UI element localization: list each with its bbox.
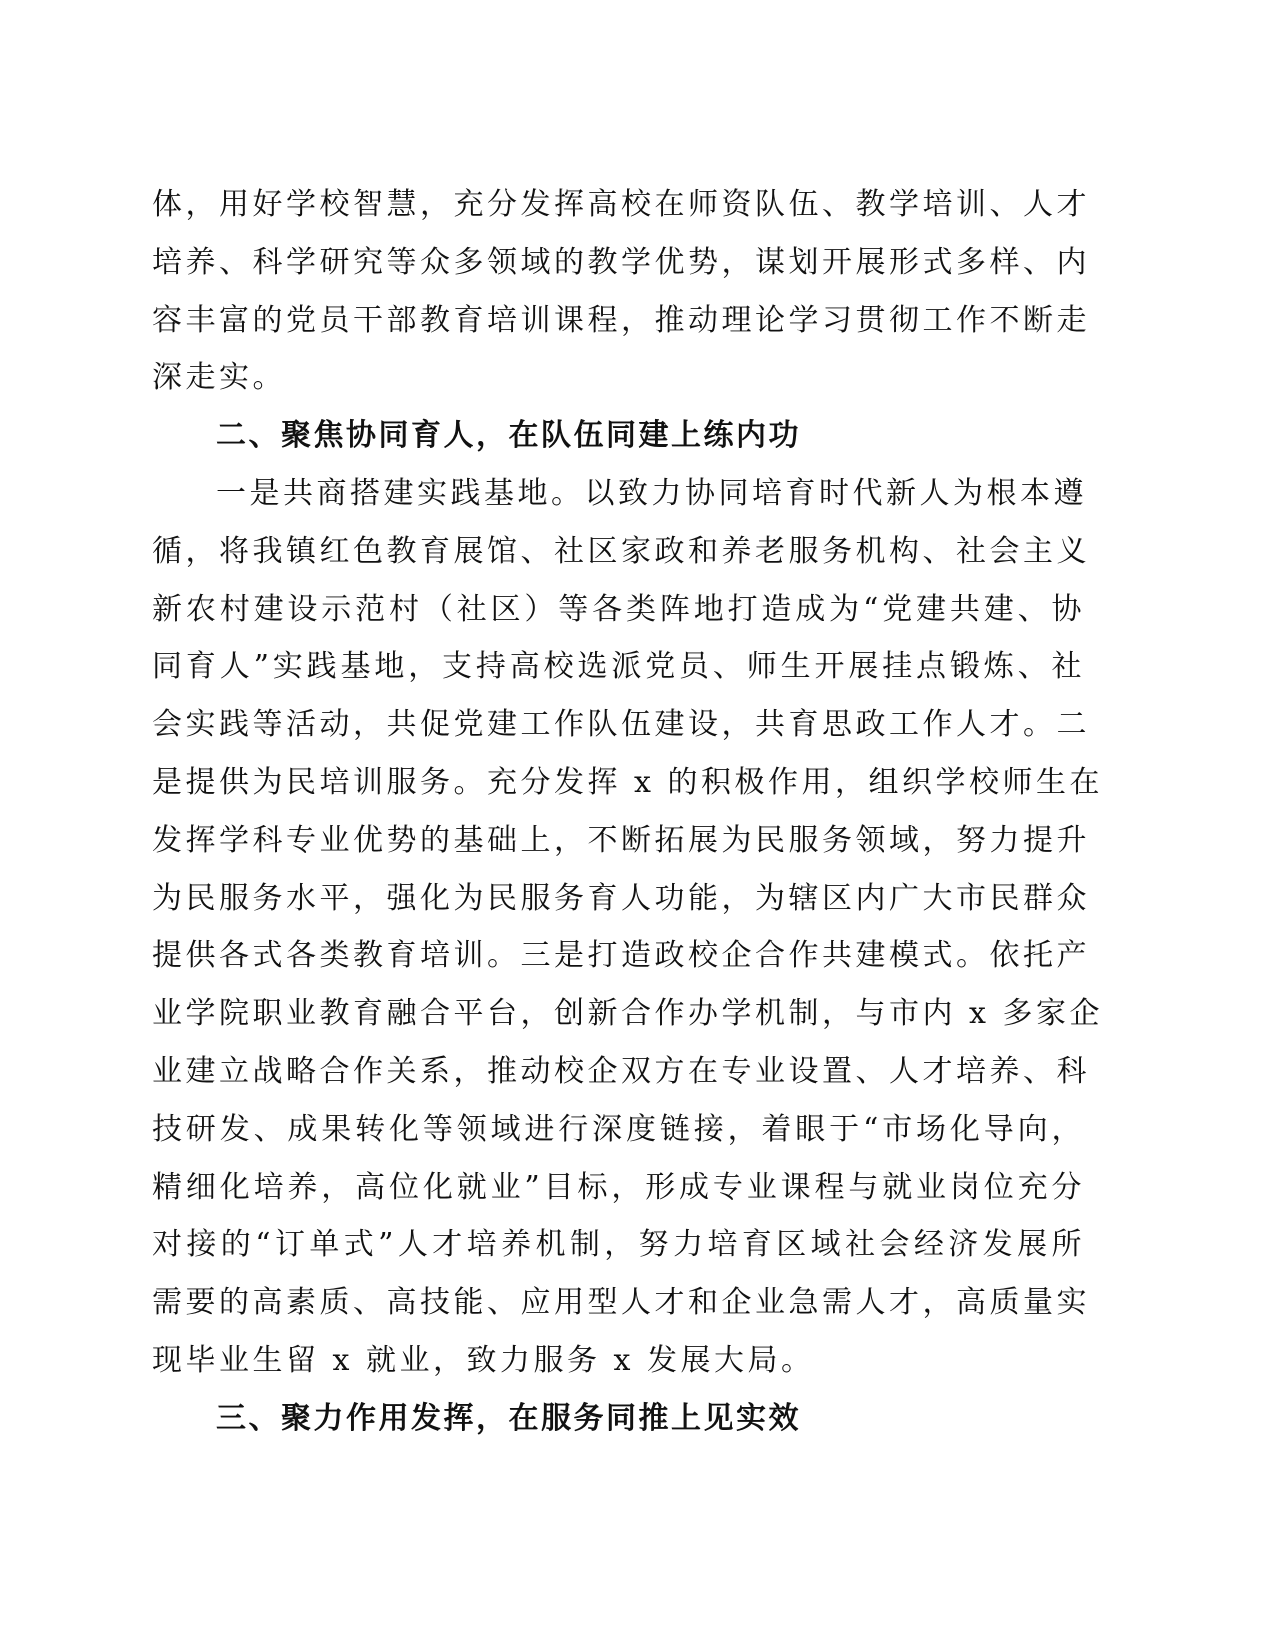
paragraph-line: 提供各式各类教育培训。三是打造政校企合作共建模式。依托产 [152, 938, 1090, 974]
paragraph-line: 体，用好学校智慧，充分发挥高校在师资队伍、教学培训、人才 [152, 187, 1090, 222]
paragraph-section-2 [152, 465, 1103, 1390]
paragraph-line: 需要的高素质、高技能、应用型人才和企业急需人才，高质量实 [152, 1285, 1090, 1321]
paragraph-line: 业学院职业教育融合平台，创新合作办学机制，与市内 x 多家企 [152, 996, 1103, 1032]
paragraph-line: 是提供为民培训服务。充分发挥 x 的积极作用，组织学校师生在 [152, 764, 1103, 800]
paragraph-line: 技研发、成果转化等领域进行深度链接，着眼于“市场化导向， [152, 1111, 1085, 1147]
section-heading-2: 二、聚焦协同育人，在队伍同建上练内功 [216, 418, 801, 454]
paragraph-line: 容丰富的党员干部教育培训课程，推动理论学习贯彻工作不断走 [152, 302, 1090, 338]
paragraph-line: 一是共商搭建实践基地。以致力协同培育时代新人为根本遵 [216, 475, 1087, 511]
paragraph-line: 现毕业生留 x 就业，致力服务 x 发展大局。 [152, 1342, 815, 1378]
paragraph-continuation [152, 176, 1090, 407]
document-body [152, 176, 1103, 1448]
paragraph-line: 培养、科学研究等众多领域的教学优势，谋划开展形式多样、内 [152, 244, 1090, 280]
paragraph-line: 发挥学科专业优势的基础上，不断拓展为民服务领域，努力提升 [152, 822, 1090, 858]
paragraph-line: 循，将我镇红色教育展馆、社区家政和养老服务机构、社会主义 [152, 533, 1090, 569]
paragraph-line: 会实践等活动，共促党建工作队伍建设，共育思政工作人才。二 [152, 707, 1090, 743]
paragraph-line: 业建立战略合作关系，推动校企双方在专业设置、人才培养、科 [152, 1053, 1090, 1089]
paragraph-line: 新农村建设示范村（社区）等各类阵地打造成为“党建共建、协 [152, 591, 1085, 627]
paragraph-line: 为民服务水平，强化为民服务育人功能，为辖区内广大市民群众 [152, 880, 1090, 916]
paragraph-line: 对接的“订单式”人才培养机制，努力培育区域社会经济发展所 [152, 1227, 1085, 1263]
paragraph-line: 深走实。 [152, 360, 286, 396]
paragraph-line: 同育人”实践基地，支持高校选派党员、师生开展挂点锻炼、社 [152, 649, 1085, 685]
section-heading-3: 三、聚力作用发挥，在服务同推上见实效 [216, 1400, 801, 1436]
paragraph-line: 精细化培养，高位化就业”目标，形成专业课程与就业岗位充分 [152, 1169, 1085, 1205]
